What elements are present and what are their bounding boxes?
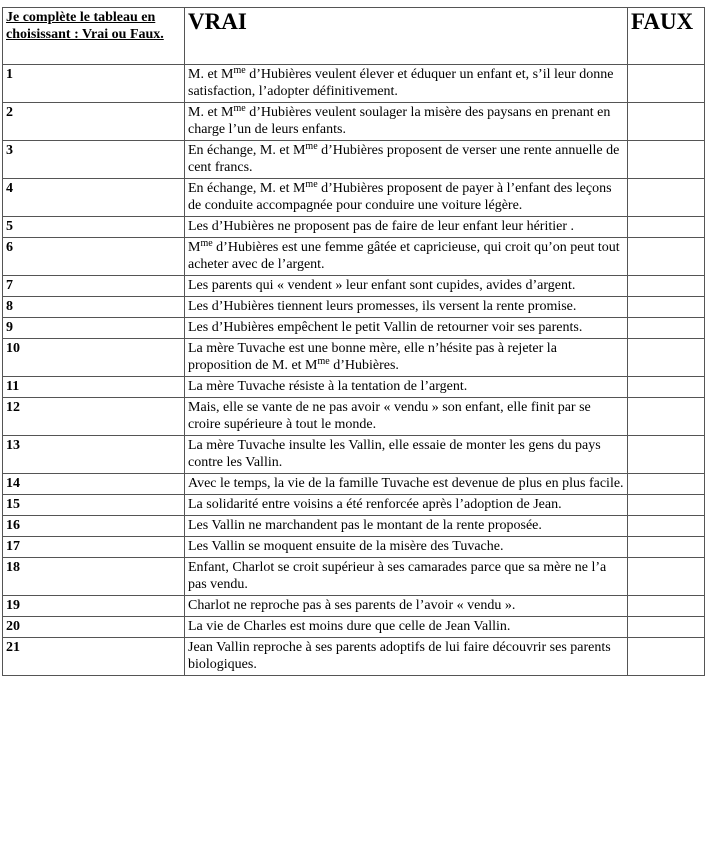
- faux-answer-cell[interactable]: [628, 217, 705, 238]
- statement-number: 21: [3, 638, 185, 676]
- statement-text-part: Charlot ne reproche pas à ses parents de l’avoir « vendu ».: [188, 598, 516, 613]
- statement-text-part: Enfant, Charlot se croit supérieur à ses camarades parce que sa mère ne l’a pas vendu.: [188, 560, 607, 592]
- statement-text-part: d’Hubières est une femme gâtée et capricieuse, qui croit qu’on peut tout acheter avec de l’argent.: [188, 240, 620, 272]
- statement-text-part: Les d’Hubières empêchent le petit Vallin de retourner voir ses parents.: [188, 320, 583, 335]
- statement-row: [3, 558, 705, 596]
- statement-number: 12: [3, 398, 185, 436]
- statement-number: 1: [3, 65, 185, 103]
- statement-text: [185, 617, 628, 638]
- faux-answer-cell[interactable]: [628, 516, 705, 537]
- statement-text-part: La mère Tuvache est une bonne mère, elle n’hésite pas à rejeter la proposition de M. et M: [188, 341, 557, 373]
- statement-text: [185, 436, 628, 474]
- statement-text: [185, 65, 628, 103]
- quiz-table: [2, 7, 705, 676]
- statement-number: 6: [3, 238, 185, 276]
- statement-text: [185, 398, 628, 436]
- statement-rows: [3, 65, 705, 676]
- statement-row: [3, 238, 705, 276]
- statement-text-part: M. et M: [188, 67, 234, 82]
- faux-answer-cell[interactable]: [628, 179, 705, 217]
- statement-text-part: La mère Tuvache résiste à la tentation de l’argent.: [188, 379, 468, 394]
- statement-text-part: En échange, M. et M: [188, 181, 306, 196]
- statement-text-part: La vie de Charles est moins dure que celle de Jean Vallin.: [188, 619, 511, 634]
- statement-row: [3, 617, 705, 638]
- statement-number: 13: [3, 436, 185, 474]
- statement-number: 4: [3, 179, 185, 217]
- statement-row: [3, 596, 705, 617]
- statement-number: 15: [3, 495, 185, 516]
- statement-text-part: En échange, M. et M: [188, 143, 306, 158]
- superscript-text: me: [305, 179, 318, 190]
- superscript-text: me: [233, 103, 246, 114]
- statement-number: 14: [3, 474, 185, 495]
- statement-number: 9: [3, 318, 185, 339]
- statement-row: [3, 65, 705, 103]
- statement-number: 17: [3, 537, 185, 558]
- statement-text: [185, 558, 628, 596]
- statement-number: 20: [3, 617, 185, 638]
- faux-answer-cell[interactable]: [628, 238, 705, 276]
- statement-number: 3: [3, 141, 185, 179]
- statement-text: [185, 297, 628, 318]
- faux-answer-cell[interactable]: [628, 377, 705, 398]
- statement-text-part: d’Hubières veulent soulager la misère des paysans en prenant en charge l’un de leurs enfants.: [188, 105, 611, 137]
- statement-number: 16: [3, 516, 185, 537]
- statement-text-part: La mère Tuvache insulte les Vallin, elle essaie de monter les gens du pays contre les Vallin.: [188, 438, 601, 470]
- statement-row: [3, 276, 705, 297]
- statement-text: [185, 141, 628, 179]
- statement-text: [185, 318, 628, 339]
- statement-text: [185, 596, 628, 617]
- faux-answer-cell[interactable]: [628, 276, 705, 297]
- statement-text-part: Jean Vallin reproche à ses parents adoptifs de lui faire découvrir ses parents biologiques.: [188, 640, 611, 672]
- faux-answer-cell[interactable]: [628, 65, 705, 103]
- statement-text-part: M: [188, 240, 201, 255]
- statement-row: [3, 339, 705, 377]
- statement-text: [185, 276, 628, 297]
- statement-row: [3, 141, 705, 179]
- statement-text: [185, 474, 628, 495]
- statement-text: [185, 238, 628, 276]
- statement-text-part: Avec le temps, la vie de la famille Tuvache est devenue de plus en plus facile.: [188, 476, 624, 491]
- statement-row: [3, 217, 705, 238]
- faux-answer-cell[interactable]: [628, 474, 705, 495]
- statement-row: [3, 436, 705, 474]
- statement-row: [3, 495, 705, 516]
- statement-text: [185, 537, 628, 558]
- faux-answer-cell[interactable]: [628, 339, 705, 377]
- instruction-header: Je complète le tableau en choisissant : Vrai ou Faux.: [3, 8, 185, 65]
- statement-number: 5: [3, 217, 185, 238]
- statement-row: [3, 638, 705, 676]
- statement-text: [185, 495, 628, 516]
- statement-number: 11: [3, 377, 185, 398]
- superscript-text: me: [305, 141, 318, 152]
- statement-text-part: Mais, elle se vante de ne pas avoir « vendu » son enfant, elle finit par se croire supérieure à tout le monde.: [188, 400, 591, 432]
- statement-text: [185, 377, 628, 398]
- statement-text-part: d’Hubières proposent de payer à l’enfant des leçons de conduite accompagnée pour conduire une voiture légère.: [188, 181, 612, 213]
- statement-row: [3, 398, 705, 436]
- statement-number: 19: [3, 596, 185, 617]
- faux-answer-cell[interactable]: [628, 596, 705, 617]
- statement-text: [185, 339, 628, 377]
- statement-row: [3, 537, 705, 558]
- superscript-text: me: [317, 356, 330, 367]
- statement-row: [3, 179, 705, 217]
- statement-row: [3, 474, 705, 495]
- faux-answer-cell[interactable]: [628, 398, 705, 436]
- statement-number: 2: [3, 103, 185, 141]
- statement-text-part: Les d’Hubières ne proposent pas de faire de leur enfant leur héritier .: [188, 219, 575, 234]
- statement-text-part: Les parents qui « vendent » leur enfant sont cupides, avides d’argent.: [188, 278, 576, 293]
- superscript-text: me: [200, 238, 213, 249]
- statement-text: [185, 516, 628, 537]
- statement-text: [185, 103, 628, 141]
- header-row: [3, 8, 705, 65]
- statement-row: [3, 103, 705, 141]
- faux-answer-cell[interactable]: [628, 436, 705, 474]
- statement-text: [185, 217, 628, 238]
- faux-answer-cell[interactable]: [628, 141, 705, 179]
- statement-text-part: Les Vallin se moquent ensuite de la misère des Tuvache.: [188, 539, 504, 554]
- faux-answer-cell[interactable]: [628, 297, 705, 318]
- statement-row: [3, 297, 705, 318]
- statement-text-part: Les Vallin ne marchandent pas le montant de la rente proposée.: [188, 518, 542, 533]
- faux-answer-cell[interactable]: [628, 318, 705, 339]
- statement-row: [3, 318, 705, 339]
- statement-text: [185, 179, 628, 217]
- statement-text-part: d’Hubières veulent élever et éduquer un enfant et, s’il leur donne satisfaction, l’adopter définitivement.: [188, 67, 614, 99]
- statement-text-part: M. et M: [188, 105, 234, 120]
- superscript-text: me: [233, 65, 246, 76]
- vrai-column-header: VRAI: [185, 8, 628, 65]
- statement-text-part: La solidarité entre voisins a été renforcée après l’adoption de Jean.: [188, 497, 562, 512]
- statement-number: 7: [3, 276, 185, 297]
- statement-number: 18: [3, 558, 185, 596]
- statement-text-part: d’Hubières proposent de verser une rente annuelle de cent francs.: [188, 143, 620, 175]
- faux-answer-cell[interactable]: [628, 558, 705, 596]
- faux-answer-cell[interactable]: [628, 495, 705, 516]
- statement-number: 10: [3, 339, 185, 377]
- statement-text-part: d’Hubières.: [329, 358, 399, 373]
- faux-column-header: FAUX: [628, 8, 705, 65]
- statement-text: [185, 638, 628, 676]
- faux-answer-cell[interactable]: [628, 103, 705, 141]
- statement-number: 8: [3, 297, 185, 318]
- faux-answer-cell[interactable]: [628, 638, 705, 676]
- statement-row: [3, 516, 705, 537]
- statement-text-part: Les d’Hubières tiennent leurs promesses, ils versent la rente promise.: [188, 299, 577, 314]
- statement-row: [3, 377, 705, 398]
- faux-answer-cell[interactable]: [628, 537, 705, 558]
- faux-answer-cell[interactable]: [628, 617, 705, 638]
